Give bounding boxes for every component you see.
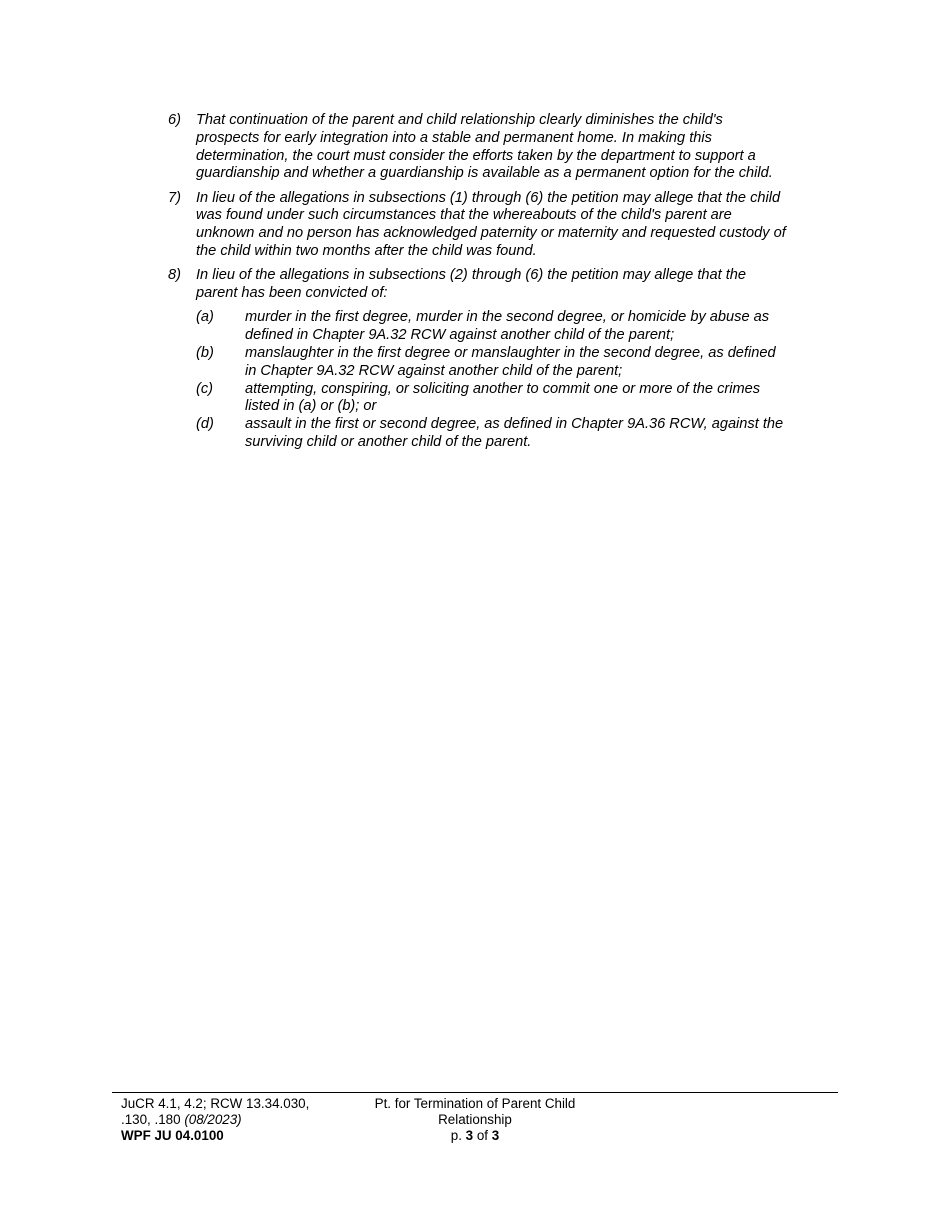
subitem-text: manslaughter in the first degree or manslaughter in the second degree, as defined in Chapter 9A.32 RCW against another child of the parent;	[245, 345, 776, 379]
subitem-a	[168, 309, 788, 345]
subitem-c	[168, 381, 788, 417]
page-prefix: p.	[450, 1128, 462, 1144]
subitem-text: murder in the first degree, murder in the second degree, or homicide by abuse as defined in Chapter 9A.32 RCW against another child of the parent;	[245, 309, 770, 344]
item-text: That continuation of the parent and child relationship clearly diminishes the child's prospects for early integration into a stable and permanent home. In making this determination, the court must consider the efforts taken by the department to support a guardianship and whether a guardianship is available as a permanent option for the child.	[196, 112, 773, 182]
page-of: of	[476, 1128, 489, 1144]
subitem-letter: (a)	[196, 309, 214, 326]
page-number	[360, 1128, 590, 1144]
subitem-text: attempting, conspiring, or soliciting another to commit one or more of the crimes listed in (a) or (b); or	[245, 380, 761, 415]
page-total: 3	[491, 1128, 500, 1144]
form-number: WPF JU 04.0100	[121, 1128, 224, 1144]
citation-sections: .130, .180	[121, 1112, 181, 1128]
allegations-list	[168, 112, 788, 452]
convictions-sublist	[168, 309, 788, 451]
subitem-letter: (d)	[196, 416, 214, 433]
form-title-line-1: Pt. for Termination of Parent Child	[374, 1096, 576, 1111]
item-number: 8)	[168, 267, 181, 284]
revision-date: (08/2023)	[184, 1112, 242, 1128]
page-footer	[112, 1092, 838, 1144]
footer-citation	[121, 1096, 351, 1145]
subitem-letter: (c)	[196, 380, 214, 397]
citation-line-2	[121, 1112, 351, 1128]
item-number: 6)	[168, 112, 181, 128]
allegation-item-7	[168, 190, 788, 261]
subitem-text: assault in the first or second degree, as defined in Chapter 9A.36 RCW, against the surviving child or another child of the parent.	[245, 416, 784, 451]
subitem-b	[168, 345, 788, 381]
subitem-letter: (b)	[196, 345, 214, 362]
subitem-d	[168, 416, 788, 452]
citation-line-1: JuCR 4.1, 4.2; RCW 13.34.030,	[121, 1096, 310, 1111]
allegation-item-8	[168, 267, 788, 303]
page-current: 3	[465, 1128, 474, 1144]
item-text: In lieu of the allegations in subsections (1) through (6) the petition may allege that the child was found under such circumstances that the whereabouts of the child's parent are unknown and no person has acknowledged paternity or maternity and requested custody of the child within two months after the child was found.	[196, 189, 786, 260]
footer-title	[360, 1096, 590, 1145]
item-text: In lieu of the allegations in subsections (2) through (6) the petition may allege that the parent has been convicted of:	[196, 267, 747, 302]
form-title-line-2: Relationship	[438, 1112, 512, 1128]
item-number: 7)	[168, 189, 181, 206]
allegation-item-6	[168, 112, 788, 183]
